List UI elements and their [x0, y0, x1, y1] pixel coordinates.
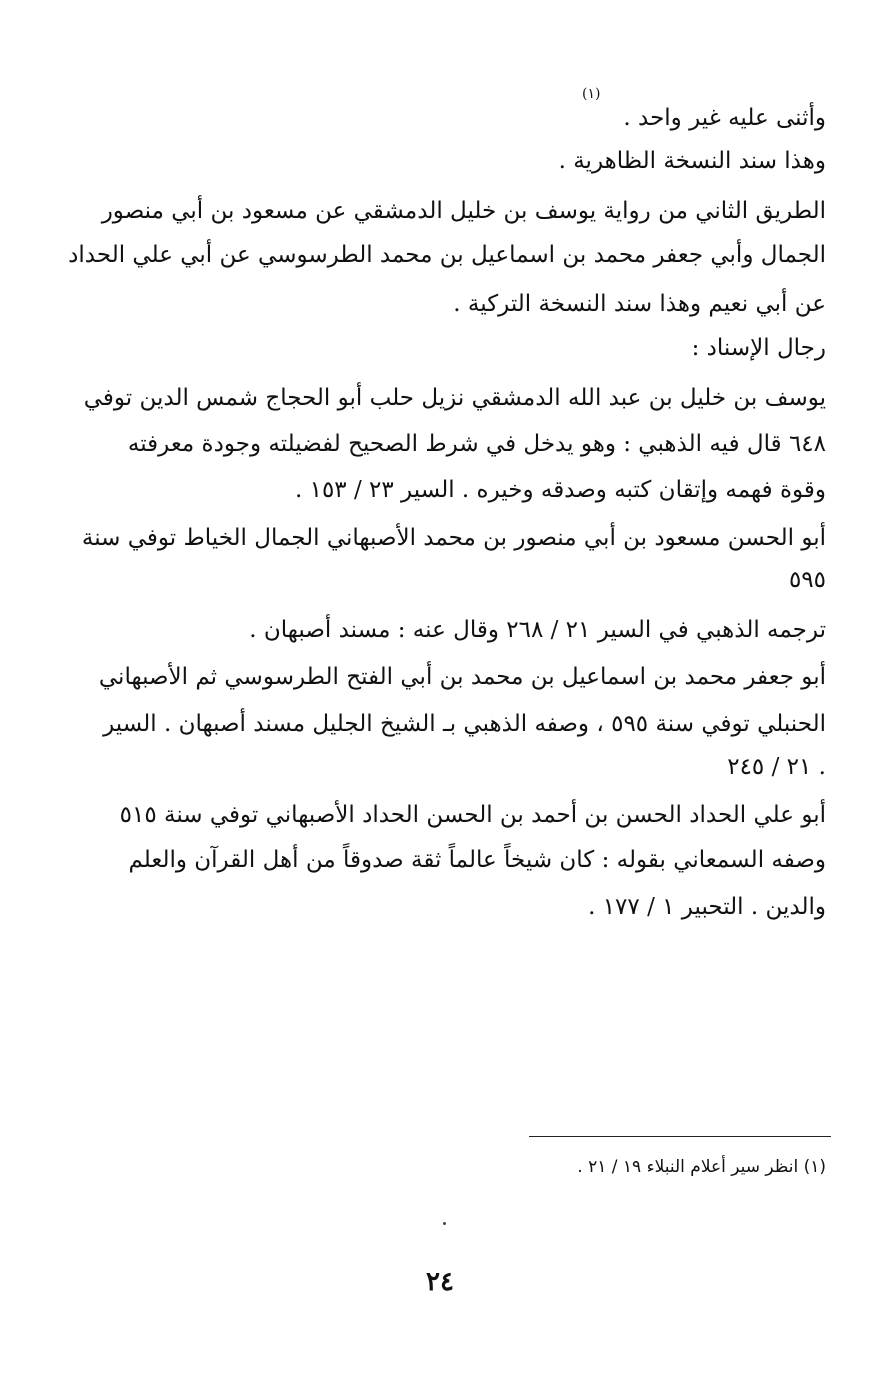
- text-line: ٢١ / ٢٤٥ .: [727, 754, 826, 780]
- text-line: الجمال وأبي جعفر محمد بن اسماعيل بن محمد الطرسوسي عن أبي علي الحداد: [68, 242, 826, 268]
- text-line: ٦٤٨ قال فيه الذهبي : وهو يدخل في شرط الصحيح لفضيلته وجودة معرفته: [127, 431, 826, 457]
- text-line: الحنبلي توفي سنة ٥٩٥ ، وصفه الذهبي بـ الشيخ الجليل مسند أصبهان . السير: [103, 711, 826, 737]
- text-line: ٥٩٥: [788, 567, 826, 593]
- footnote-reference-marker: (١): [582, 86, 601, 102]
- text-line: أبو جعفر محمد بن اسماعيل بن محمد بن أبي الفتح الطرسوسي ثم الأصبهاني: [98, 664, 826, 690]
- text-line: رجال الإسناد :: [691, 335, 826, 361]
- footnote: [577, 1154, 826, 1180]
- text-line: وأثنى عليه غير واحد .: [623, 105, 826, 131]
- text-line: يوسف بن خليل بن عبد الله الدمشقي نزيل حلب أبو الحجاج شمس الدين توفي: [83, 385, 826, 411]
- text-line: أبو الحسن مسعود بن أبي منصور بن محمد الأصبهاني الجمال الخياط توفي سنة: [81, 525, 826, 551]
- text-line: وقوة فهمه وإتقان كتبه وصدقه وخيره . السير ٢٣ / ١٥٣ .: [294, 477, 826, 503]
- scan-speck: [443, 1222, 446, 1225]
- text-line: أبو علي الحداد الحسن بن أحمد بن الحسن الحداد الأصبهاني توفي سنة ٥١٥: [119, 802, 826, 828]
- footnote-text: انظر سير أعلام النبلاء ١٩ / ٢١ .: [577, 1157, 799, 1177]
- text-line: وصفه السمعاني بقوله : كان شيخاً عالماً ثقة صدوقاً من أهل القرآن والعلم: [128, 847, 826, 873]
- footnote-marker: (١): [803, 1157, 826, 1177]
- page-number: ٢٤: [426, 1267, 454, 1297]
- text-line: والدين . التحبير ١ / ١٧٧ .: [588, 894, 826, 920]
- text-line: عن أبي نعيم وهذا سند النسخة التركية .: [453, 291, 826, 317]
- footnote-separator: [529, 1136, 831, 1137]
- text-line: وهذا سند النسخة الظاهرية .: [558, 148, 826, 174]
- text-line: الطريق الثاني من رواية يوسف بن خليل الدمشقي عن مسعود بن أبي منصور: [101, 198, 826, 224]
- text-line: ترجمه الذهبي في السير ٢١ / ٢٦٨ وقال عنه : مسند أصبهان .: [249, 617, 826, 643]
